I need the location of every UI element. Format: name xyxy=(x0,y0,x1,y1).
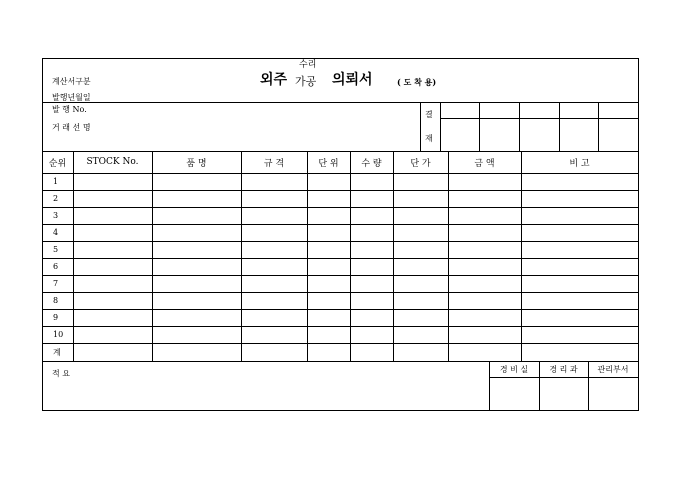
approval-col-divider-4 xyxy=(598,102,599,151)
col-line xyxy=(521,151,522,362)
row-number: 2 xyxy=(53,194,59,203)
row-line xyxy=(42,326,639,327)
row-line xyxy=(42,343,639,344)
row-line xyxy=(42,173,639,174)
approval-label-bottom: 재 xyxy=(425,134,433,143)
row-number: 9 xyxy=(53,313,59,322)
row-line xyxy=(42,292,639,293)
col-header-stock-no: STOCK No. xyxy=(86,157,139,167)
approval-row-divider xyxy=(440,118,638,119)
vendor-name-label: 거 래 선 명 xyxy=(52,123,91,132)
approval-col-divider-1 xyxy=(479,102,480,151)
row-line xyxy=(42,241,639,242)
col-header-item-name: 품 명 xyxy=(186,158,207,169)
col-header-quantity: 수 량 xyxy=(361,158,382,169)
col-line xyxy=(241,151,242,362)
title-word-3: 의뢰서 xyxy=(332,72,373,88)
approval-left-border xyxy=(420,102,421,151)
row-number: 10 xyxy=(53,330,64,339)
approval-label-divider xyxy=(440,102,441,151)
col-line xyxy=(393,151,394,362)
row-number: 4 xyxy=(53,228,59,237)
row-number: 7 xyxy=(53,279,59,288)
row-number: 3 xyxy=(53,211,59,220)
title-suffix: ( 도 착 용) xyxy=(397,77,437,87)
approval-col-divider-3 xyxy=(559,102,560,151)
calc-type-label: 계산서구분 xyxy=(52,77,91,86)
remarks-label: 적 요 xyxy=(52,369,70,378)
col-header-spec: 규 격 xyxy=(263,158,285,169)
sign-box-header-divider xyxy=(489,377,639,378)
sign-box-finance-dept: 경 리 과 xyxy=(549,364,578,374)
row-line xyxy=(42,190,639,191)
approval-label-top: 결 xyxy=(425,110,433,119)
col-header-rank: 순위 xyxy=(48,158,67,169)
row-line xyxy=(42,258,639,259)
sign-box-management-dept: 관리부서 xyxy=(597,364,629,374)
col-header-unit: 단 위 xyxy=(318,158,339,169)
col-header-remarks: 비 고 xyxy=(569,158,590,169)
col-header-unit-price: 단 가 xyxy=(410,158,431,169)
row-number: 6 xyxy=(53,262,59,271)
issue-date-label: 발행년월일 xyxy=(52,93,91,102)
header-divider xyxy=(42,102,639,103)
approval-col-divider-2 xyxy=(519,102,520,151)
frame-top-border xyxy=(42,58,639,59)
row-number: 8 xyxy=(53,296,59,305)
title-word-1: 외주 xyxy=(260,72,288,88)
col-line xyxy=(152,151,153,362)
col-header-amount: 금 액 xyxy=(474,158,495,169)
frame-bottom-border xyxy=(42,410,639,411)
row-line xyxy=(42,309,639,310)
col-line xyxy=(448,151,449,362)
col-line xyxy=(73,151,74,362)
row-line xyxy=(42,224,639,225)
title-prefix: 수리 xyxy=(299,60,317,70)
sign-box-accounting-office: 경 비 실 xyxy=(499,364,529,374)
title-word-2: 가공 xyxy=(295,75,317,88)
row-line xyxy=(42,275,639,276)
row-line xyxy=(42,207,639,208)
col-line xyxy=(307,151,308,362)
col-line xyxy=(350,151,351,362)
issue-no-label: 발 행 No. xyxy=(52,105,87,114)
total-row-label: 계 xyxy=(53,347,61,357)
row-number: 1 xyxy=(53,177,59,186)
frame-right-border xyxy=(638,58,639,411)
row-number: 5 xyxy=(53,245,59,254)
